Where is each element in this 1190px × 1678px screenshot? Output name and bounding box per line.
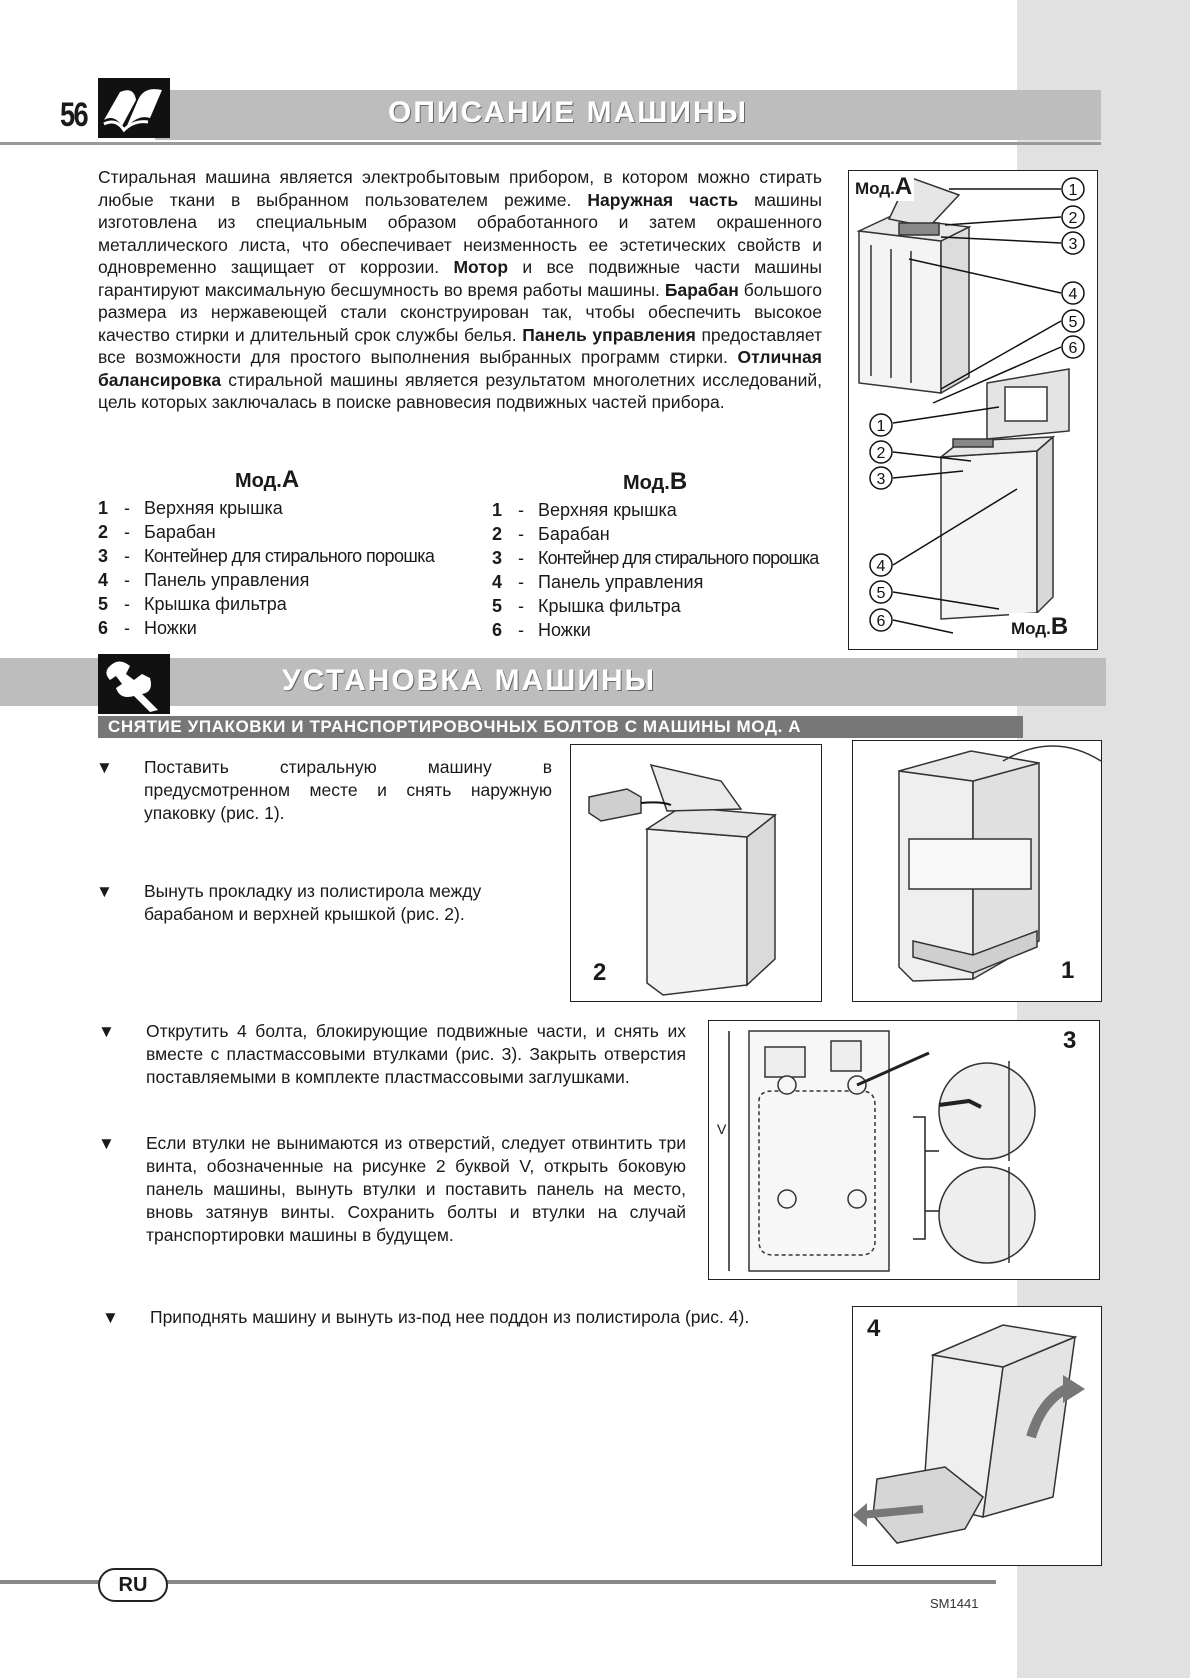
- machine-parts-drawing: [849, 171, 1097, 649]
- model-code: SM1441: [930, 1596, 979, 1611]
- mod-b-heading-letter: B: [669, 468, 688, 495]
- bullet-icon: ▼: [98, 1022, 115, 1041]
- intro-bold-exterior: Наружная часть: [587, 189, 739, 210]
- language-badge: [98, 1568, 168, 1602]
- callout-a-6: 6: [1068, 340, 1078, 357]
- intro-text-5: предоставляет все возможности для простого выполнения выбранных программ стирки.: [98, 324, 823, 367]
- bullet-icon: ▼: [102, 1308, 119, 1327]
- section-title-description: ОПИСАНИЕ МАШИНЫ: [388, 96, 749, 129]
- intro-bold-panel: Панель управления: [522, 324, 696, 345]
- figure-4-drawing: [853, 1307, 1101, 1565]
- bullet-icon: ▼: [96, 882, 113, 901]
- install-header: [0, 654, 1106, 740]
- intro-text-4: большого размера из нержавеющей стали сконструирован так, чтобы обеспечить высокое качество стирки и длительный срок службы белья.: [98, 279, 822, 345]
- mod-b-heading-prefix: Мод.: [623, 472, 670, 494]
- diagram-mod-a-label: Мод.A: [855, 173, 913, 200]
- figure-3-drawing: [709, 1021, 1099, 1279]
- intro-text-2: машины изготовлена из специальным образом обработанного и затем окрашенного металлического листа, что обеспечивает неизменность ее эстетических свойств и одновременно защищает от коррозии.: [98, 189, 822, 277]
- figure-1: [852, 740, 1102, 1002]
- intro-text-3: и все подвижные части машины гарантируют максимальную бесшумность во время работы машины.: [98, 257, 823, 300]
- list-item: 1 - Верхняя крышка: [492, 500, 677, 520]
- list-item: 4 - Панель управления: [98, 570, 310, 590]
- header-underline: [0, 142, 1101, 145]
- list-item: 3 - Контейнер для стирального порошка: [98, 546, 435, 566]
- step-5-text: Приподнять машину и вынуть из-под нее поддон из полистирола (рис. 4).: [150, 1307, 750, 1327]
- callout-b-4: 4: [876, 558, 886, 575]
- callout-a-5: 5: [1068, 314, 1078, 331]
- intro-bold-motor: Мотор: [453, 257, 509, 277]
- mod-a-parts: [98, 466, 478, 640]
- mod-b-parts: [492, 468, 832, 642]
- list-item: 6 - Ножки: [492, 620, 591, 640]
- bullet-icon: ▼: [98, 1134, 115, 1153]
- callout-b-2: 2: [876, 445, 886, 462]
- list-item: 2 - Барабан: [98, 522, 216, 542]
- step-3-text: Открутить 4 болта, блокирующие подвижные части, и снять их вместе с пластмассовыми втулками (рис. 3). Закрыть отверстия поставляемыми в комплекте пластмассовыми заглушками.: [146, 1021, 686, 1087]
- list-item: 2 - Барабан: [492, 524, 610, 544]
- wrench-icon: [98, 654, 170, 714]
- callout-a-4: 4: [1068, 286, 1078, 303]
- figure-1-number: 1: [1061, 957, 1075, 984]
- page-number: 56: [60, 96, 88, 134]
- mod-b-heading: [623, 468, 832, 496]
- figure-3-number: 3: [1063, 1027, 1077, 1054]
- mod-a-heading-prefix: Мод.: [235, 470, 282, 492]
- step-1-text: Поставить стиральную машину в предусмотренном месте и снять наружную упаковку (рис. 1).: [144, 757, 552, 823]
- callout-a-1: 1: [1068, 182, 1078, 199]
- intro-text-1: Стиральная машина является электробытовым прибором, в котором можно стирать любые ткани в выбранном пользователем режиме.: [98, 167, 822, 210]
- mod-a-heading-letter: A: [281, 466, 300, 493]
- figure-4-number: 4: [867, 1315, 881, 1342]
- mod-a-heading: [235, 466, 478, 494]
- list-item: 5 - Крышка фильтра: [98, 594, 287, 614]
- callout-b-1: 1: [876, 418, 886, 435]
- figure-4: [852, 1306, 1102, 1566]
- callout-b-3: 3: [876, 471, 886, 488]
- callout-b-5: 5: [876, 585, 886, 602]
- figure-2-number: 2: [593, 959, 607, 986]
- intro-paragraph: [98, 166, 822, 414]
- intro-bold-balance: Отличная балансировка: [98, 347, 822, 390]
- list-item: 4 - Панель управления: [492, 572, 704, 592]
- intro-text-6: стиральной машины является результатом многолетних исследований, цель которых заключалась в поиске равновесия подвижных частей прибора.: [98, 369, 822, 412]
- header-bar: [0, 90, 1101, 144]
- callout-a-2: 2: [1068, 210, 1078, 227]
- machine-parts-diagram: [848, 170, 1098, 650]
- figure-3-v-mark: V: [717, 1121, 727, 1137]
- install-subtitle: СНЯТИЕ УПАКОВКИ И ТРАНСПОРТИРОВОЧНЫХ БОЛТОВ С МАШИНЫ МОД. A: [108, 717, 802, 736]
- intro-bold-drum: Барабан: [664, 279, 739, 300]
- list-item: 6 - Ножки: [98, 618, 197, 638]
- section-title-installation: УСТАНОВКА МАШИНЫ: [282, 664, 657, 697]
- diagram-mod-b-label: Мод.B: [1011, 613, 1069, 640]
- book-icon: [98, 78, 170, 138]
- bullet-icon: ▼: [96, 758, 113, 777]
- list-item: 3 - Контейнер для стирального порошка: [492, 548, 819, 568]
- figure-3: [708, 1020, 1100, 1280]
- callout-b-6: 6: [876, 613, 886, 630]
- figure-2-drawing: [571, 745, 821, 1001]
- language-code: RU: [118, 1574, 148, 1596]
- list-item: 5 - Крышка фильтра: [492, 596, 681, 616]
- figure-2: [570, 744, 822, 1002]
- callout-a-3: 3: [1068, 236, 1078, 253]
- step-4-text: Если втулки не вынимаются из отверстий, следует отвинтить три винта, обозначенные на рисунке 2 буквой V, открыть боковую панель машины, вынуть втулки и поставить панель на место, вновь затянув винты. Сохранить болты и втулки на случай транспортировки машины в будущем.: [146, 1133, 686, 1245]
- step-2-text: Вынуть прокладку из полистирола между барабаном и верхней крышкой (рис. 2).: [144, 881, 482, 924]
- list-item: 1 - Верхняя крышка: [98, 498, 283, 518]
